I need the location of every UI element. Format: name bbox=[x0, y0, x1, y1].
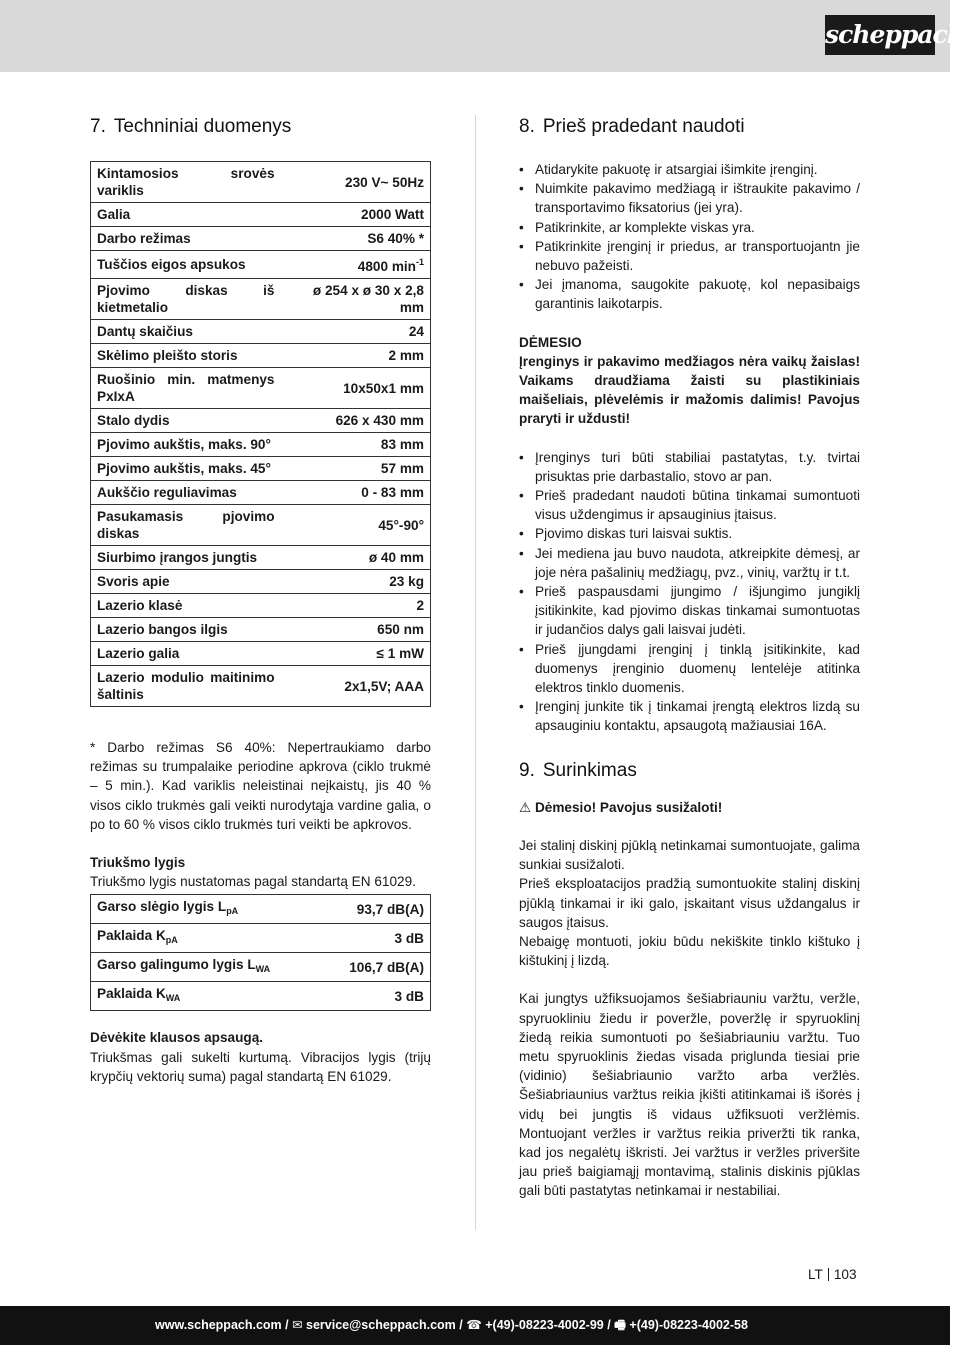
warning-text: Dėmesio! Pavojus susižaloti! bbox=[534, 799, 723, 815]
spec-value: 626 x 430 mm bbox=[281, 409, 431, 433]
duty-cycle-footnote: * Darbo režimas S6 40%: Nepertraukiamo darbo režimas su trumpalaike periodine apkrova (ciklo trukmė – 5 min.). Kad variklis neleistinai neįkaistų, jis 40 % visos ciklo trukmės gali veikti nurodytąja vardine galia, o po to 60 % visos ciklo trukmės turi veikti be apkrovos. bbox=[90, 740, 431, 832]
noise-value: 3 dB bbox=[331, 982, 431, 1011]
spec-row bbox=[91, 505, 431, 546]
spec-label: Kintamosios srovės variklis bbox=[91, 162, 281, 203]
list-item: • Patikrinkite, ar komplekte viskas yra. bbox=[519, 218, 860, 237]
spec-row bbox=[91, 203, 431, 227]
spec-value: 45°-90° bbox=[281, 505, 431, 546]
spec-value: 23 kg bbox=[281, 570, 431, 594]
spec-label: Pjovimo aukštis, maks. 90° bbox=[91, 433, 281, 457]
unpacking-list bbox=[519, 160, 860, 314]
noise-row bbox=[91, 953, 431, 982]
page-number: LT 103 bbox=[808, 1267, 857, 1282]
footer-band bbox=[0, 1306, 950, 1345]
left-column bbox=[90, 114, 431, 1086]
attention-text: Įrenginys ir pakavimo medžiagos nėra vaikų žaislas! Vaikams draudžiama žaisti su plastikiniais maišeliais, plėvelėmis ir mažomis dalimis! Pavojus praryti ir uždusti! bbox=[519, 353, 860, 427]
spec-row bbox=[91, 251, 431, 279]
spec-label: Lazerio bangos ilgis bbox=[91, 618, 281, 642]
brand-logo: scheppach bbox=[825, 15, 935, 55]
spec-label: Svoris apie bbox=[91, 570, 281, 594]
spec-value: 2 bbox=[281, 594, 431, 618]
spec-row bbox=[91, 227, 431, 251]
noise-table bbox=[90, 894, 431, 1011]
column-divider bbox=[475, 115, 476, 1230]
spec-row bbox=[91, 666, 431, 707]
spec-label: Lazerio galia bbox=[91, 642, 281, 666]
warning-line bbox=[519, 798, 860, 817]
spec-row bbox=[91, 320, 431, 344]
header-band bbox=[0, 0, 964, 72]
list-item: • Jei mediena jau buvo naudota, atkreipkite dėmesį, ar joje nėra pašalinių medžiagų, pvz., vinių, varžtų ir t.t. bbox=[519, 544, 860, 582]
noise-label: Garso slėgio lygis $L_{pA}$ bbox=[91, 895, 331, 924]
spec-value: 2000 Watt bbox=[281, 203, 431, 227]
spec-label: Tuščios eigos apsukos bbox=[91, 251, 281, 279]
noise-heading: Triukšmo lygis bbox=[90, 855, 186, 871]
spec-row bbox=[91, 433, 431, 457]
spec-value: S6 40% * bbox=[281, 227, 431, 251]
spec-row bbox=[91, 642, 431, 666]
noise-label-sub: WA bbox=[255, 964, 271, 975]
list-item: • Prieš pradedant naudoti būtina tinkamai sumontuoti visus uždengimus ir apsauginius įtaisus. bbox=[519, 486, 860, 524]
list-item: • Prieš įjungdami įrenginį į tinklą įsitikinkite, kad duomenys įrenginio duomenų lentelėje atitinka elektros tinklo duomenis. bbox=[519, 640, 860, 698]
spec-value: 230 V~ 50Hz bbox=[281, 162, 431, 203]
spec-label: Aukščio reguliavimas bbox=[91, 481, 281, 505]
noise-label-sub: WA bbox=[165, 993, 181, 1004]
warning-icon: ⚠ bbox=[519, 799, 532, 815]
spec-label: Dantų skaičius bbox=[91, 320, 281, 344]
spec-label: Ruošinio min. matmenys PxIxA bbox=[91, 368, 281, 409]
assembly-paragraph-4: Kai jungtys užfiksuojamos šešiabriauniu varžtu, veržle, spyruokliniu žiedu ir poveržle, poveržlę ir spyruoklinį žiedą reikia sumontuoti po šešiabriauniu varžtu. Tuo metu spyruoklinis žiedas visada priglunda tiesiai prie (vidinio) šešiabriaunio varžto arba veržlės. Šešiabriaunius varžtus reikia įkišti atitinkamai iš išorės į vidų bei jungtis iš vidaus užfiksuoti veržlėmis. Montuojant veržles ir varžtus reikia priveržti tik ranka, kad jos negalėtų iškristi. Jei varžtus ir veržles priveršite jau prieš baigiamąjį montavimą, stalinis diskinis pjūklas gali būti pastatytas netinkamai ir nestabiliai. bbox=[519, 991, 860, 1199]
spec-value-sup: -1 bbox=[415, 257, 424, 267]
spec-label: Siurbimo įrangos jungtis bbox=[91, 546, 281, 570]
spec-value: 10x50x1 mm bbox=[281, 368, 431, 409]
noise-label-sub: pA bbox=[226, 906, 239, 917]
spec-row bbox=[91, 162, 431, 203]
spec-value: ø 254 x ø 30 x 2,8 mm bbox=[281, 279, 431, 320]
spec-row bbox=[91, 344, 431, 368]
spec-row bbox=[91, 409, 431, 433]
noise-row bbox=[91, 982, 431, 1011]
spec-value: 4800 $\min^{-1}$ bbox=[281, 251, 431, 279]
spec-value: ø 40 mm bbox=[281, 546, 431, 570]
spec-value: 83 mm bbox=[281, 433, 431, 457]
list-item: • Nuimkite pakavimo medžiagą ir ištraukite pakavimo / transportavimo fiksatorius (jei yra). bbox=[519, 179, 860, 217]
spec-label: Skėlimo pleišto storis bbox=[91, 344, 281, 368]
spec-row bbox=[91, 570, 431, 594]
hearing-protection-text: Triukšmas gali sukelti kurtumą. Vibracijos lygis (trijų krypčių vektorių suma) pagal standartą EN 61029. bbox=[90, 1049, 431, 1084]
attention-heading: DĖMESIO bbox=[519, 334, 582, 350]
assembly-paragraph-2: Prieš eksploatacijos pradžią sumontuokite stalinį diskinį pjūklą tinkamai ir iki galo, įskaitant visus uždangalus ir saugos įtaisus. bbox=[519, 876, 860, 930]
section-7-heading: 7. Techniniai duomenys bbox=[90, 116, 292, 137]
spec-label: Pasukamasis pjovimo diskas bbox=[91, 505, 281, 546]
spec-label: Galia bbox=[91, 203, 281, 227]
spec-label: Darbo režimas bbox=[91, 227, 281, 251]
list-item: • Jei įmanoma, saugokite pakuotę, kol nepasibaigs garantinis laikotarpis. bbox=[519, 275, 860, 313]
spec-label: Lazerio modulio maitinimo šaltinis bbox=[91, 666, 281, 707]
spec-row bbox=[91, 368, 431, 409]
spec-row bbox=[91, 594, 431, 618]
noise-label: Paklaida $K_{WA}$ bbox=[91, 982, 331, 1011]
noise-label: Paklaida $K_{pA}$ bbox=[91, 924, 331, 953]
assembly-paragraph-1: Jei stalinį diskinį pjūklą netinkamai sumontuojate, galima sunkiai susižaloti. bbox=[519, 837, 860, 873]
list-item: • Pjovimo diskas turi laisvai suktis. bbox=[519, 524, 860, 543]
section-9-heading: 9. Surinkimas bbox=[519, 759, 637, 781]
spec-row bbox=[91, 279, 431, 320]
noise-value: 93,7 dB(A) bbox=[331, 895, 431, 924]
spec-row bbox=[91, 481, 431, 505]
spec-label: Lazerio klasė bbox=[91, 594, 281, 618]
list-item: • Įrenginį junkite tik į tinkamai įrengtą elektros lizdą su apsauginiu kontaktu, apsaugotą mažiausiai 16A. bbox=[519, 697, 860, 735]
preparation-list bbox=[519, 448, 860, 736]
section-8-heading: 8. Prieš pradedant naudoti bbox=[519, 116, 745, 137]
spec-value: 0 - 83 mm bbox=[281, 481, 431, 505]
assembly-paragraph-3: Nebaigę montuoti, jokiu būdu nekiškite tinklo kištuko į kištukinį į lizdą. bbox=[519, 933, 860, 969]
right-column bbox=[519, 114, 860, 1201]
spec-value: 57 mm bbox=[281, 457, 431, 481]
noise-value: 106,7 dB(A) bbox=[331, 953, 431, 982]
noise-label: Garso galingumo lygis $L_{WA}$ bbox=[91, 953, 331, 982]
spec-value: 2 mm bbox=[281, 344, 431, 368]
hearing-protection-heading: Dėvėkite klausos apsaugą. bbox=[90, 1030, 264, 1046]
list-item: • Atidarykite pakuotę ir atsargiai išimkite įrenginį. bbox=[519, 160, 860, 179]
list-item: • Prieš paspausdami įjungimo / išjungimo jungiklį įsitikinkite, kad pjovimo diskas tinkamai sumontuotas ir judančios dalys gali laisvai judėti. bbox=[519, 582, 860, 640]
spec-value: 2x1,5V; AAA bbox=[281, 666, 431, 707]
spec-row bbox=[91, 457, 431, 481]
spec-row bbox=[91, 618, 431, 642]
list-item: • Patikrinkite įrenginį ir priedus, ar transportuojantn jie nebuvo pažeisti. bbox=[519, 237, 860, 275]
noise-value: 3 dB bbox=[331, 924, 431, 953]
technical-data-table bbox=[90, 161, 431, 707]
noise-row bbox=[91, 895, 431, 924]
spec-value: 650 nm bbox=[281, 618, 431, 642]
spec-label: Pjovimo diskas iš kietmetalio bbox=[91, 279, 281, 320]
noise-label-sub: pA bbox=[165, 935, 178, 946]
spec-value: ≤ 1 mW bbox=[281, 642, 431, 666]
spec-label: Pjovimo aukštis, maks. 45° bbox=[91, 457, 281, 481]
spec-row bbox=[91, 546, 431, 570]
noise-row bbox=[91, 924, 431, 953]
spec-value: 24 bbox=[281, 320, 431, 344]
noise-text: Triukšmo lygis nustatomas pagal standartą EN 61029. bbox=[90, 874, 416, 890]
footer-contact: www.scheppach.com / ✉ service@scheppach.com / ☎ +(49)-08223-4002-99 / 🖷 +(49)-08223-4002-58 bbox=[155, 1318, 748, 1332]
list-item: • Įrenginys turi būti stabiliai pastatytas, t.y. tvirtai prisuktas prie darbastalio, stovo ar pan. bbox=[519, 448, 860, 486]
spec-label: Stalo dydis bbox=[91, 409, 281, 433]
